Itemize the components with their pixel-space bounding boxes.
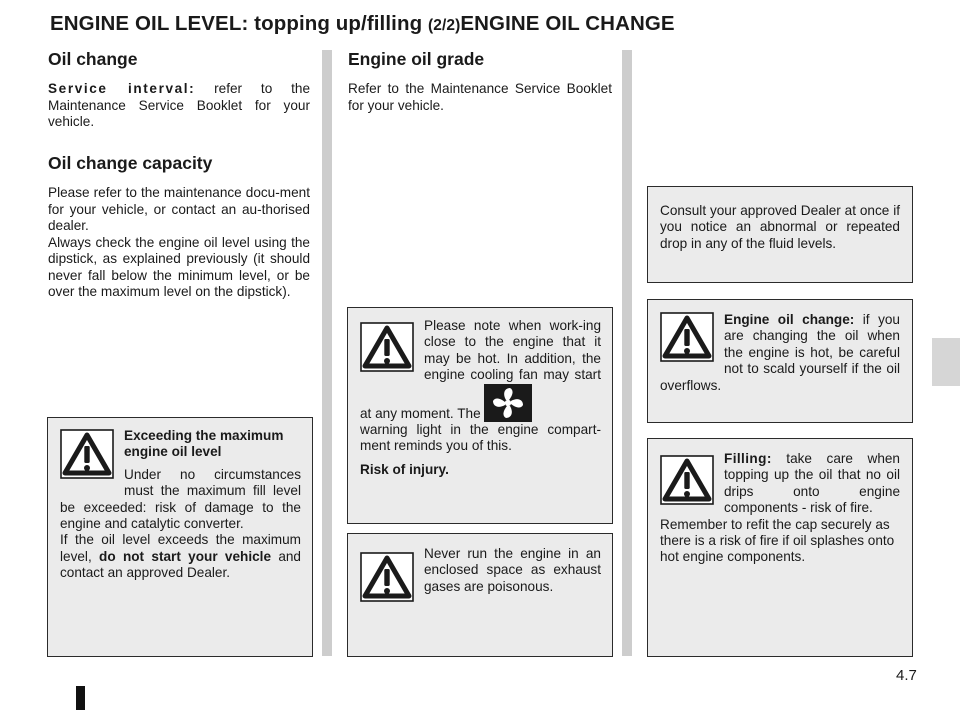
page-title-secondary: ENGINE OIL CHANGE [460,12,675,35]
hot-engine-text-2: warning light in the engine compart-ment reminds you of this. [360,422,601,454]
exceeding-level-warning-box [47,417,313,657]
service-interval-label: Service interval: [48,81,196,96]
consult-dealer-text: Consult your approved Dealer at once if you notice an abnormal or repeated drop in any of the fluid levels. [660,203,900,251]
exceeding-text-2 [60,532,301,581]
warning-triangle-icon [360,322,414,372]
oil-capacity-heading: Oil change capacity [48,153,213,173]
filling-warning-box [647,438,913,657]
service-interval-body: refer to the Maintenance Service Booklet for your vehicle. [48,81,310,129]
enclosed-space-text: Never run the engine in an enclosed space as exhaust gases are poisonous. [424,546,601,594]
oil-change-warning-label: Engine oil change: [724,312,855,327]
exceeding-text-1: Under no circumstances must the maximum fill level be exceeded: risk of damage to the engine and catalytic converter. [60,466,301,532]
filling-warning-body: take care when topping up the oil that no oil drips onto engine components - risk of fire. [724,451,900,516]
page-edge-mark [76,686,85,710]
page-title-main: ENGINE OIL LEVEL: topping up/filling [50,12,428,35]
filling-warning-label: Filling: [724,451,772,466]
filling-warning-text-2: Remember to refit the cap securely as there is a risk of fire if oil splashes onto hot engine components. [660,516,895,565]
warning-triangle-icon [660,312,714,362]
warning-triangle-icon [660,455,714,505]
consult-dealer-box [647,186,913,283]
do-not-start-emphasis: do not start your vehicle [99,548,272,564]
exceeding-text-2-start: If the oil level exceeds the maximum level, [60,532,301,564]
oil-change-warning-box [647,299,913,423]
oil-grade-heading: Engine oil grade [348,49,485,69]
risk-of-injury: Risk of injury. [360,461,449,477]
chapter-tab [932,338,960,386]
oil-change-heading: Oil change [48,49,138,69]
warning-triangle-icon [360,552,414,602]
column-divider-right [622,50,632,656]
service-interval-text [48,81,310,131]
oil-capacity-text-1: Please refer to the maintenance docu-ment for your vehicle, or contact an au-thorised dealer. [48,185,310,233]
engine-cooling-fan-icon [484,384,532,422]
oil-grade-section [348,49,612,114]
column-divider-left [322,50,332,656]
page-title [50,12,675,36]
oil-capacity-section [48,153,310,301]
oil-capacity-text-2: Always check the engine oil level using the dipstick, as explained previously (it should never fall below the minimum level, or be over the maximum level on the dipstick). [48,234,310,299]
hot-engine-text-1-body: Please note when work-ing close to the engine that it may be hot. In addition, the engine cooling fan may start at any moment. The [360,318,601,421]
warning-triangle-icon [60,429,114,479]
page-number: 4.7 [896,667,917,684]
oil-change-section [48,49,310,131]
hot-engine-warning-box [347,307,613,524]
exceeding-heading: Exceeding the maximum engine oil level [124,428,284,460]
enclosed-space-warning-box [347,533,613,657]
page-title-part: (2/2) [428,17,461,34]
exceeding-text-2-end: and contact an approved Dealer. [60,548,301,581]
oil-change-warning-body: if you are changing the oil when the engine is hot, be careful not to scald yourself if the oil overflows. [660,312,900,393]
oil-grade-text: Refer to the Maintenance Service Booklet for your vehicle. [348,81,612,113]
